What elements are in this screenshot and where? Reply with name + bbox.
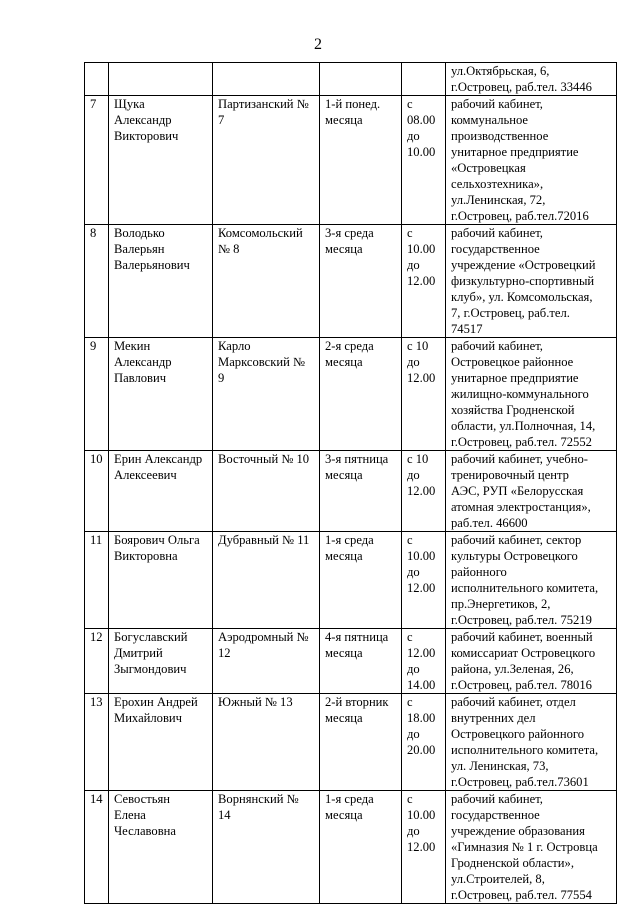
table-row	[85, 629, 617, 694]
reception-time-cell: с 10.00 до 12.00	[402, 532, 446, 629]
table-row	[85, 791, 617, 904]
district-cell: Комсомольский № 8	[213, 225, 320, 338]
reception-day-cell	[320, 63, 402, 96]
deputy-name-cell: Ерохин Андрей Михайлович	[109, 694, 213, 791]
page-number: 2	[314, 36, 322, 53]
reception-day-cell: 4-я пятница месяца	[320, 629, 402, 694]
district-cell: Партизанский № 7	[213, 96, 320, 225]
row-number-cell: 14	[85, 791, 109, 904]
district-cell: Дубравный № 11	[213, 532, 320, 629]
reception-place-cell: рабочий кабинет, сектор культуры Островецкого районного исполнительного комитета, пр.Энергетиков, 2, г.Островец, раб.тел. 75219	[446, 532, 617, 629]
row-number-cell: 8	[85, 225, 109, 338]
district-cell: Восточный № 10	[213, 451, 320, 532]
table-row	[85, 225, 617, 338]
row-number-cell: 12	[85, 629, 109, 694]
row-number-cell	[85, 63, 109, 96]
reception-place-cell: рабочий кабинет, коммунальное производственное унитарное предприятие «Островецкая сельхозтехника», ул.Ленинская, 72, г.Островец, раб.тел.72016	[446, 96, 617, 225]
district-cell: Аэродромный № 12	[213, 629, 320, 694]
reception-place-cell: рабочий кабинет, учебно- тренировочный центр АЭС, РУП «Белорусская атомная электростанция», раб.тел. 46600	[446, 451, 617, 532]
table-row	[85, 96, 617, 225]
reception-place-cell: рабочий кабинет, военный комиссариат Островецкого района, ул.Зеленая, 26, г.Островец, раб.тел. 78016	[446, 629, 617, 694]
table-row	[85, 694, 617, 791]
reception-day-cell: 1-й понед. месяца	[320, 96, 402, 225]
reception-time-cell: с 08.00 до 10.00	[402, 96, 446, 225]
reception-place-cell: рабочий кабинет, государственное учреждение «Островецкий физкультурно-спортивный клуб», ул. Комсомольская, 7, г.Островец, раб.тел. 74517	[446, 225, 617, 338]
deputy-name-cell	[109, 63, 213, 96]
deputy-name-cell: Севостьян Елена Чеславовна	[109, 791, 213, 904]
table-row	[85, 338, 617, 451]
row-number-cell: 9	[85, 338, 109, 451]
reception-time-cell: с 10.00 до 12.00	[402, 791, 446, 904]
district-cell: Ворнянский № 14	[213, 791, 320, 904]
reception-time-cell: с 10.00 до 12.00	[402, 225, 446, 338]
reception-time-cell: с 10 до 12.00	[402, 451, 446, 532]
reception-day-cell: 3-я среда месяца	[320, 225, 402, 338]
row-number-cell: 7	[85, 96, 109, 225]
table-row	[85, 451, 617, 532]
reception-schedule-table	[84, 62, 617, 904]
reception-time-cell	[402, 63, 446, 96]
table-row	[85, 532, 617, 629]
reception-place-cell: рабочий кабинет, государственное учреждение образования «Гимназия № 1 г. Островца Гродненской области», ул.Строителей, 8, г.Островец, раб.тел. 77554	[446, 791, 617, 904]
row-number-cell: 11	[85, 532, 109, 629]
deputy-name-cell: Мекин Александр Павлович	[109, 338, 213, 451]
reception-place-cell: рабочий кабинет, отдел внутренних дел Островецкого районного исполнительного комитета, ул. Ленинская, 73, г.Островец, раб.тел.73601	[446, 694, 617, 791]
district-cell: Южный № 13	[213, 694, 320, 791]
deputy-name-cell: Щука Александр Викторович	[109, 96, 213, 225]
row-number-cell: 10	[85, 451, 109, 532]
district-cell	[213, 63, 320, 96]
reception-day-cell: 1-я среда месяца	[320, 791, 402, 904]
deputy-name-cell: Богуславский Дмитрий Зыгмондович	[109, 629, 213, 694]
reception-day-cell: 3-я пятница месяца	[320, 451, 402, 532]
reception-time-cell: с 10 до 12.00	[402, 338, 446, 451]
reception-time-cell: с 18.00 до 20.00	[402, 694, 446, 791]
row-number-cell: 13	[85, 694, 109, 791]
reception-day-cell: 2-я среда месяца	[320, 338, 402, 451]
reception-time-cell: с 12.00 до 14.00	[402, 629, 446, 694]
deputy-name-cell: Боярович Ольга Викторовна	[109, 532, 213, 629]
district-cell: Карло Марксовский № 9	[213, 338, 320, 451]
reception-day-cell: 2-й вторник месяца	[320, 694, 402, 791]
deputy-name-cell: Володько Валерьян Валерьянович	[109, 225, 213, 338]
reception-place-cell: рабочий кабинет, Островецкое районное унитарное предприятие жилищно-коммунального хозяйства Гродненской области, ул.Полночная, 14, г.Островец, раб.тел. 72552	[446, 338, 617, 451]
reception-day-cell: 1-я среда месяца	[320, 532, 402, 629]
table-row	[85, 63, 617, 96]
deputy-name-cell: Ерин Александр Алексеевич	[109, 451, 213, 532]
reception-place-cell: ул.Октябрьская, 6, г.Островец, раб.тел. 33446	[446, 63, 617, 96]
